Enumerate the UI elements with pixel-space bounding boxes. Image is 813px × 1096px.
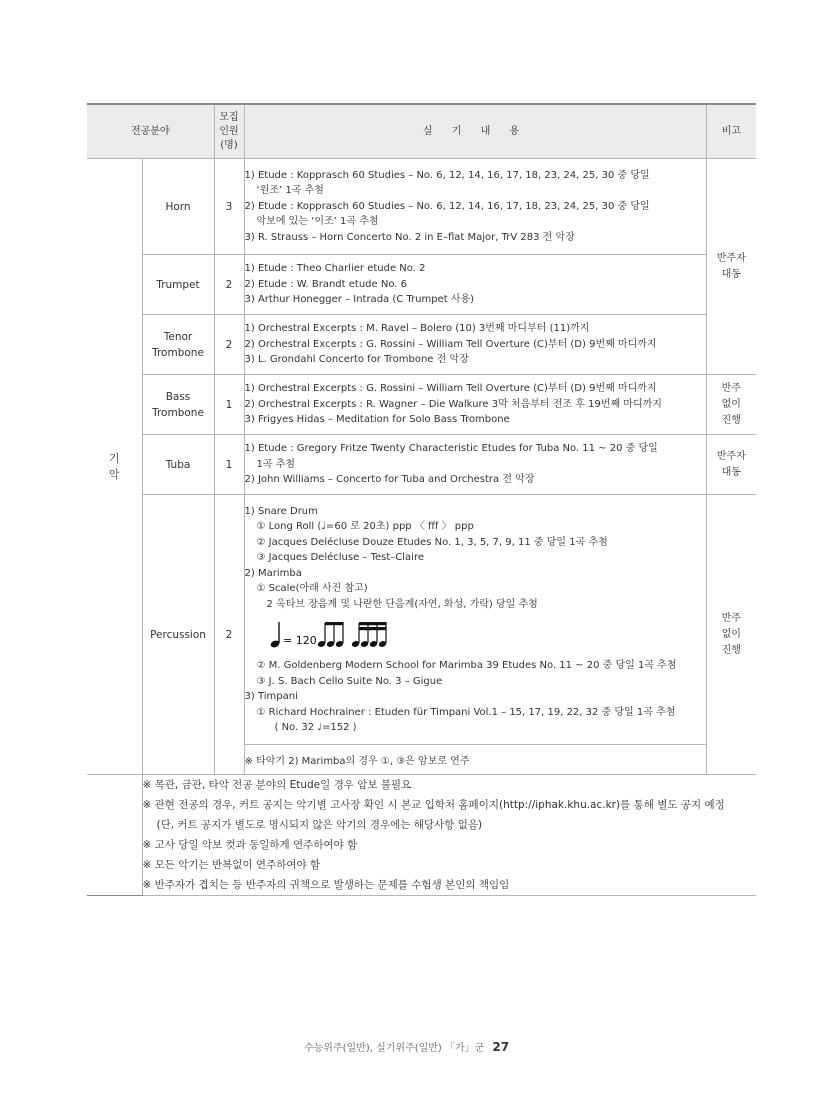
footnote: ※ 고사 당일 악보 컷과 동일하게 연주하여야 함 [142,839,358,851]
count-percussion: 2 [214,495,244,775]
list-item: 1) Orchestral Excerpts : M. Ravel – Bolero (10) 3번째 마디부터 (11)까지 [244,323,590,335]
content-trumpet [244,255,706,315]
page-number: 27 [492,1040,510,1054]
percussion-remark: ※ 타악기 2) Marimba의 경우 ①, ③은 암보로 연주 [244,745,706,775]
list-item: ① Long Roll (♩=60 로 20초) ppp 〈 fff 〉 ppp [256,521,474,532]
table-row-trumpet [87,255,756,315]
list-item: ( No. 32 ♩=152 ) [274,722,357,733]
note-line: 반주 [721,612,741,624]
footer-text: 수능위주(일반), 실기위주(일반) 「가」군 [303,1043,485,1054]
footnote: (단, 커트 공지가 별도로 명시되지 않은 악기의 경우에는 해당사항 없음) [156,819,483,831]
table-row-percussion [87,495,756,745]
list-item: 2) John Williams – Concerto for Tuba and Orchestra 전 악장 [244,474,535,486]
instrument-horn: Horn [142,159,214,255]
list-item: 3) Timpani [244,691,298,702]
header-capacity-line: 모집 [219,111,239,123]
note-tuba [706,435,756,495]
category-label: 기 악 [108,451,120,481]
list-item: 1) Etude : Theo Charlier etude No. 2 [244,263,426,275]
list-item: 악보에 있는 ‘이조’ 1곡 추첨 [256,216,379,228]
header-capacity-line: 인원 [219,125,239,137]
count-tenor-trombone: 2 [214,315,244,375]
note-brass [706,159,756,375]
note-line: 없이 [721,398,741,410]
header-content: 실 기 내 용 [244,104,706,159]
list-item: ① Richard Hochrainer : Etuden für Timpani Vol.1 – 15, 17, 19, 22, 32 중 당일 1곡 추첨 [256,706,676,718]
list-item: 3) Frigyes Hidas – Meditation for Solo Bass Trombone [244,414,510,426]
note-line: 대동 [721,268,741,280]
header-capacity [214,104,244,159]
count-horn: 3 [214,159,244,255]
list-item: 1) Etude : Kopprasch 60 Studies – No. 6, 12, 14, 16, 17, 18, 23, 24, 25, 30 중 당일 [244,169,650,181]
note-line: 반주 [721,382,741,394]
count-tuba: 1 [214,435,244,495]
instrument-tuba: Tuba [142,435,214,495]
music-notes-icon [269,618,409,652]
tempo-label: = 120 [282,634,317,647]
content-percussion [244,495,706,745]
header-note: 비고 [706,104,756,159]
list-item: ③ Jacques Delécluse – Test–Claire [256,552,424,563]
note-line: 반주자 [716,252,746,264]
list-item: 2) Marimba [244,567,302,579]
instrument-line: Trombone [152,346,204,359]
content-tenor-trombone [244,315,706,375]
content-horn [244,159,706,255]
list-item: 1) Snare Drum [244,505,318,517]
instrument-trumpet: Trumpet [142,255,214,315]
content-tuba [244,435,706,495]
list-item: 2) Etude : W. Brandt etude No. 6 [244,278,407,290]
list-item: 2) Orchestral Excerpts : G. Rossini – William Tell Overture (C)부터 (D) 9번째 마디까지 [244,338,657,350]
page-footer [0,1039,813,1054]
count-trumpet: 2 [214,255,244,315]
table-row-tuba [87,435,756,495]
instrument-tenor-trombone [142,315,214,375]
instrument-percussion: Percussion [142,495,214,775]
footnote: ※ 반주자가 겹치는 등 반주자의 귀책으로 발생하는 문제를 수험생 본인의 책임임 [142,879,510,891]
list-item: 3) Arthur Honegger – Intrada (C Trumpet 사용) [244,294,475,306]
table-row-horn [87,159,756,255]
category-cell [87,159,142,775]
list-item: ① Scale(아래 사진 참고) [256,583,368,594]
list-item: 1) Etude : Gregory Fritze Twenty Characteristic Etudes for Tuba No. 11 ~ 20 중 당일 [244,443,658,455]
exam-content-table [87,103,756,896]
list-item: ‘원조’ 1곡 추첨 [256,185,324,197]
list-item: 2) Orchestral Excerpts : R. Wagner – Die Walkure 3막 처음부터 전조 후 19번째 마디까지 [244,398,662,410]
footnotes-cell [142,775,756,896]
table-row-bass-trombone [87,375,756,435]
header-capacity-line: (명) [220,139,238,151]
header-major: 전공분야 [87,104,214,159]
note-line: 반주자 [716,450,746,462]
table-row-footnotes [87,775,756,896]
list-item: 3) L. Grondahl Concerto for Trombone 전 악장 [244,354,469,366]
list-item: ② Jacques Delécluse Douze Etudes No. 1, 3, 5, 7, 9, 11 중 당일 1곡 추첨 [256,536,608,548]
count-bass-trombone: 1 [214,375,244,435]
note-line: 진행 [721,414,741,426]
note-percussion [706,495,756,775]
note-line: 없이 [721,628,741,640]
footnotes-spacer [87,775,142,896]
note-bass-trombone [706,375,756,435]
list-item: 1) Orchestral Excerpts : G. Rossini – William Tell Overture (C)부터 (D) 9번째 마디까지 [244,383,657,395]
list-item: ② M. Goldenberg Modern School for Marimba 39 Etudes No. 11 ~ 20 중 당일 1곡 추첨 [256,660,677,671]
rhythm-notation-image [269,618,706,652]
table-header-row [87,104,756,159]
list-item: 3) R. Strauss – Horn Concerto No. 2 in E–flat Major, TrV 283 전 악장 [244,231,575,243]
instrument-line: Tenor [163,330,193,343]
instrument-line: Trombone [152,406,204,419]
list-item: ③ J. S. Bach Cello Suite No. 3 – Gigue [256,675,443,687]
footnote: ※ 모든 악기는 반복없이 연주하여야 함 [142,859,321,871]
instrument-line: Bass [165,390,191,403]
list-item: 2) Etude : Kopprasch 60 Studies – No. 6, 12, 14, 16, 17, 18, 23, 24, 25, 30 중 당일 [244,200,650,212]
instrument-bass-trombone [142,375,214,435]
footnote: ※ 목관, 금관, 타악 전공 분야의 Etude일 경우 암보 불필요 [142,779,412,791]
footnote: ※ 관현 전공의 경우, 커트 공지는 악기별 고사장 확인 시 본교 입학처 홈페이지(http://iphak.khu.ac.kr)를 통해 별도 공지 예정 [142,799,725,811]
note-line: 진행 [721,644,741,656]
table-row-tenor-trombone [87,315,756,375]
content-bass-trombone [244,375,706,435]
list-item: 2 옥타브 장음계 및 나란한 단음계(자연, 화성, 가락) 당일 추첨 [266,598,538,610]
list-item: 1곡 추첨 [256,458,296,470]
note-line: 대동 [721,466,741,478]
